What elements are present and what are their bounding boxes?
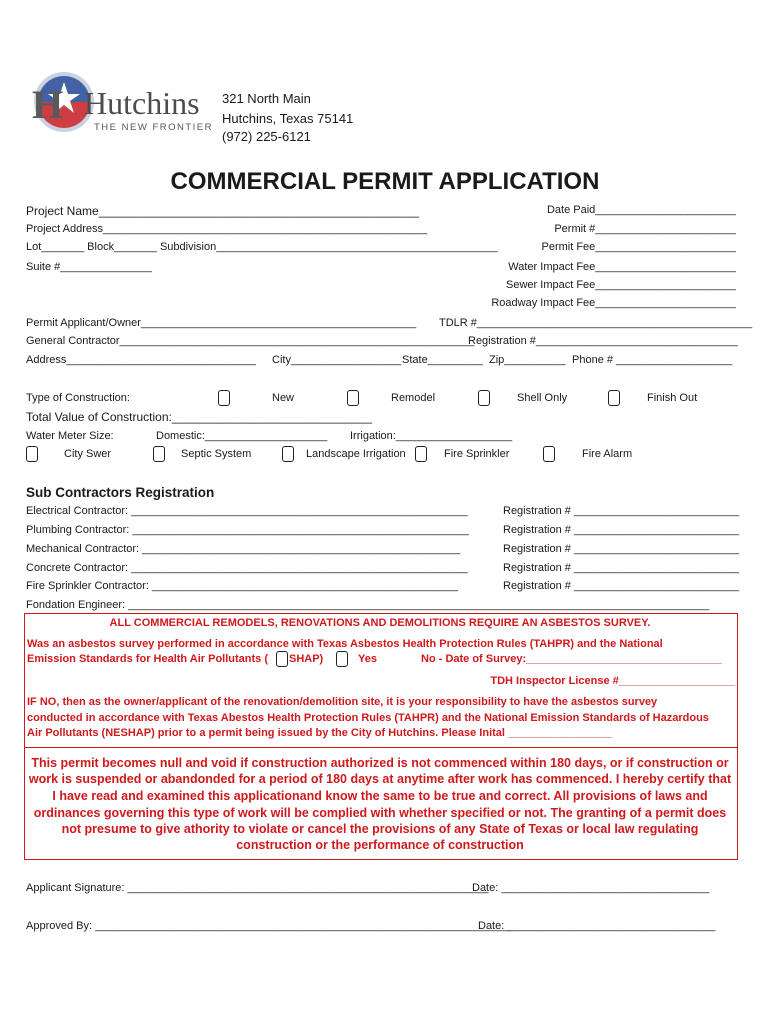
if-no-line3[interactable]: Air Pollutants (NESHAP) prior to a permit being issued by the City of Hutchins. Please Inital _________________ xyxy=(27,727,613,739)
sub-contractors-heading: Sub Contractors Registration xyxy=(26,485,215,500)
shell-only-label: Shell Only xyxy=(517,392,568,404)
phone-number: (972) 225-6121 xyxy=(222,129,311,144)
water-meter-size-label: Water Meter Size: xyxy=(26,430,114,442)
notice-line1: This permit becomes null and void if construction authorized is not commenced within 180 days, or if construction or xyxy=(31,756,729,770)
concrete-registration-field[interactable]: Registration # ___________________________ xyxy=(503,562,740,574)
sewer-impact-fee-field[interactable]: Sewer Impact Fee_______________________ xyxy=(506,279,736,291)
foundation-engineer-field[interactable]: Fondation Engineer: _______________________________________________________________________________________________ xyxy=(26,599,710,611)
fire-sprinkler-contractor-field[interactable]: Fire Sprinkler Contractor: __________________________________________________ xyxy=(26,580,458,592)
fire-sprinkler-checkbox[interactable] xyxy=(415,446,427,462)
svg-text:THE NEW FRONTIER: THE NEW FRONTIER xyxy=(94,122,213,133)
svg-text:Hutchins: Hutchins xyxy=(84,85,200,121)
neshap-label: SHAP) xyxy=(289,653,324,665)
fire-sprinkler-label: Fire Sprinkler xyxy=(444,448,510,460)
notice-line4: ordinances governing this type of work will be complied with whether specified or not. The granting of a permit does xyxy=(33,806,727,820)
fire-sprinkler-registration-field[interactable]: Registration # ___________________________ xyxy=(503,580,740,592)
yes-checkbox[interactable] xyxy=(336,651,348,667)
asbestos-question-line2: Emission Standards for Health Air Pollutants ( xyxy=(27,653,269,665)
finish-out-checkbox[interactable] xyxy=(608,390,620,406)
project-address-field[interactable]: Project Address_____________________________________________________ xyxy=(26,223,428,235)
applicant-signature-field[interactable]: Applicant Signature: ___________________________________________________________ xyxy=(26,882,489,894)
fire-alarm-label: Fire Alarm xyxy=(582,448,633,460)
mechanical-contractor-field[interactable]: Mechanical Contractor: ____________________________________________________ xyxy=(26,543,461,555)
total-value-field[interactable]: Total Value of Construction:______________________________ xyxy=(26,410,373,424)
plumbing-registration-field[interactable]: Registration # ___________________________ xyxy=(503,524,740,536)
shell-only-checkbox[interactable] xyxy=(478,390,490,406)
if-no-line1: IF NO, then as the owner/applicant of the renovation/demolition site, it is your responsibility to have the asbestos survey xyxy=(27,696,658,708)
address-line2: Hutchins, Texas 75141 xyxy=(222,111,354,126)
suite-field[interactable]: Suite #_______________ xyxy=(26,261,153,273)
notice-line6: construction or the performance of construction xyxy=(236,838,524,852)
city-sewer-label: City Swer xyxy=(64,448,112,460)
zip-field[interactable]: Zip__________ xyxy=(489,354,566,366)
new-checkbox[interactable] xyxy=(218,390,230,406)
domestic-field[interactable]: Domestic:____________________ xyxy=(156,430,328,442)
septic-system-label: Septic System xyxy=(181,448,252,460)
landscape-irrigation-checkbox[interactable] xyxy=(282,446,294,462)
yes-label: Yes xyxy=(358,653,377,665)
date-of-survey-field[interactable]: No - Date of Survey:________________________________ xyxy=(421,653,722,665)
applicant-date-field[interactable]: Date: __________________________________ xyxy=(472,882,710,894)
hutchins-logo xyxy=(28,68,218,140)
approved-date-field[interactable]: Date: __________________________________ xyxy=(478,920,716,932)
notice-line2: work is suspended or abandonded for a period of 180 days at anytime after work has commenced. I hereby certify that xyxy=(28,772,732,786)
landscape-irrigation-label: Landscape Irrigation xyxy=(306,448,406,460)
address-line1: 321 North Main xyxy=(222,91,311,106)
tdh-license-field[interactable]: TDH Inspector License #___________________ xyxy=(490,675,735,687)
concrete-contractor-field[interactable]: Concrete Contractor: _______________________________________________________ xyxy=(26,562,468,574)
mechanical-registration-field[interactable]: Registration # ___________________________ xyxy=(503,543,740,555)
state-field[interactable]: State_________ xyxy=(402,354,483,366)
phone-field[interactable]: Phone # ___________________ xyxy=(572,354,733,366)
approved-by-field[interactable]: Approved By: ____________________________________________________________________ xyxy=(26,920,512,932)
general-contractor-field[interactable]: General Contractor__________________________________________________________ xyxy=(26,335,475,347)
notice-line5: not presume to give athority to violate or cancel the provisions of any State of Texas or local law regulating xyxy=(61,822,699,836)
page-title: COMMERCIAL PERMIT APPLICATION xyxy=(170,168,600,195)
remodel-checkbox[interactable] xyxy=(347,390,359,406)
asbestos-question-line1: Was an asbestos survey performed in accordance with Texas Asbestos Health Protection Rules (TAHPR) and the National xyxy=(27,638,663,650)
septic-system-checkbox[interactable] xyxy=(153,446,165,462)
permit-fee-field[interactable]: Permit Fee_______________________ xyxy=(541,241,736,253)
new-label: New xyxy=(272,392,295,404)
tdlr-field[interactable]: TDLR #_____________________________________________ xyxy=(439,317,753,329)
water-impact-fee-field[interactable]: Water Impact Fee_______________________ xyxy=(508,261,736,273)
if-no-line2: conducted in accordance with Texas Abestos Health Protection Rules (TAHPR) and the National Emission Standards of Hazardous xyxy=(27,712,709,724)
city-sewer-checkbox[interactable] xyxy=(26,446,38,462)
project-name-field[interactable]: Project Name________________________________________________ xyxy=(26,204,420,218)
roadway-impact-fee-field[interactable]: Roadway Impact Fee_______________________ xyxy=(491,297,736,309)
finish-out-label: Finish Out xyxy=(647,392,698,404)
svg-text:H: H xyxy=(32,82,64,127)
remodel-label: Remodel xyxy=(391,392,436,404)
applicant-owner-field[interactable]: Permit Applicant/Owner_____________________________________________ xyxy=(26,317,417,329)
lot-block-subdivision-field[interactable]: Lot_______ Block_______ Subdivision______________________________________________ xyxy=(26,241,498,253)
registration-field[interactable]: Registration #_________________________________ xyxy=(468,335,738,347)
notice-line3: I have read and examined this applicationand know the same to be true and correct. All provisions of laws and xyxy=(52,789,708,803)
date-paid-field[interactable]: Date Paid_______________________ xyxy=(546,204,736,216)
fire-alarm-checkbox[interactable] xyxy=(543,446,555,462)
electrical-registration-field[interactable]: Registration # ___________________________ xyxy=(503,505,740,517)
plumbing-contractor-field[interactable]: Plumbing Contractor: _______________________________________________________ xyxy=(26,524,469,536)
type-of-construction-label: Type of Construction: xyxy=(26,392,130,404)
permit-number-field[interactable]: Permit #_______________________ xyxy=(554,223,736,235)
city-field[interactable]: City__________________ xyxy=(272,354,402,366)
irrigation-field[interactable]: Irrigation:___________________ xyxy=(350,430,513,442)
asbestos-survey-checkbox[interactable] xyxy=(276,651,288,667)
asbestos-heading: ALL COMMERCIAL REMODELS, RENOVATIONS AND DEMOLITIONS REQUIRE AN ASBESTOS SURVEY. xyxy=(109,617,651,629)
address-field[interactable]: Address_______________________________ xyxy=(26,354,257,366)
electrical-contractor-field[interactable]: Electrical Contractor: _______________________________________________________ xyxy=(26,505,468,517)
